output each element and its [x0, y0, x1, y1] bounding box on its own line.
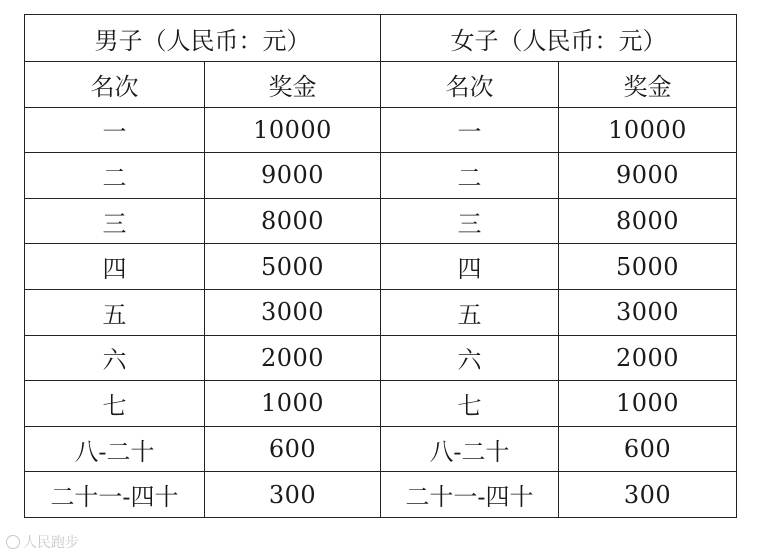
women-rank-cell: 六 [381, 335, 559, 381]
table-row [25, 426, 737, 472]
table-row [25, 381, 737, 427]
table-column-header-row [25, 62, 737, 108]
men-rank-cell: 四 [25, 244, 205, 290]
women-prize-cell: 300 [559, 472, 737, 518]
men-prize-cell: 3000 [205, 289, 381, 335]
men-rank-column-header: 名次 [25, 62, 205, 108]
watermark [6, 532, 79, 552]
women-rank-cell: 三 [381, 198, 559, 244]
women-rank-cell: 二十一-四十 [381, 472, 559, 518]
women-prize-cell: 1000 [559, 381, 737, 427]
men-group-header: 男子（人民币：元） [25, 15, 381, 62]
women-prize-cell: 10000 [559, 107, 737, 153]
women-rank-column-header: 名次 [381, 62, 559, 108]
women-rank-cell: 一 [381, 107, 559, 153]
men-prize-cell: 8000 [205, 198, 381, 244]
women-rank-cell: 四 [381, 244, 559, 290]
women-prize-cell: 2000 [559, 335, 737, 381]
women-prize-cell: 8000 [559, 198, 737, 244]
men-prize-cell: 1000 [205, 381, 381, 427]
table-row [25, 153, 737, 199]
women-prize-cell: 600 [559, 426, 737, 472]
women-prize-cell: 5000 [559, 244, 737, 290]
men-prize-cell: 9000 [205, 153, 381, 199]
table-row [25, 198, 737, 244]
table-row [25, 244, 737, 290]
men-prize-cell: 300 [205, 472, 381, 518]
women-prize-cell: 3000 [559, 289, 737, 335]
men-rank-cell: 二十一-四十 [25, 472, 205, 518]
women-prize-column-header: 奖金 [559, 62, 737, 108]
men-rank-cell: 六 [25, 335, 205, 381]
men-prize-column-header: 奖金 [205, 62, 381, 108]
men-prize-cell: 10000 [205, 107, 381, 153]
table-row [25, 472, 737, 518]
men-prize-cell: 2000 [205, 335, 381, 381]
prize-money-table [24, 14, 737, 518]
women-rank-cell: 八-二十 [381, 426, 559, 472]
men-prize-cell: 5000 [205, 244, 381, 290]
men-prize-cell: 600 [205, 426, 381, 472]
men-rank-cell: 二 [25, 153, 205, 199]
table-row [25, 107, 737, 153]
men-rank-cell: 七 [25, 381, 205, 427]
women-prize-cell: 9000 [559, 153, 737, 199]
women-rank-cell: 七 [381, 381, 559, 427]
men-rank-cell: 一 [25, 107, 205, 153]
women-rank-cell: 二 [381, 153, 559, 199]
table-row [25, 289, 737, 335]
men-rank-cell: 五 [25, 289, 205, 335]
men-rank-cell: 三 [25, 198, 205, 244]
watermark-text: 人民跑步 [23, 535, 79, 551]
watermark-logo-icon [6, 535, 20, 549]
table-group-header-row [25, 15, 737, 62]
table-row [25, 335, 737, 381]
women-rank-cell: 五 [381, 289, 559, 335]
men-rank-cell: 八-二十 [25, 426, 205, 472]
women-group-header: 女子（人民币：元） [381, 15, 737, 62]
